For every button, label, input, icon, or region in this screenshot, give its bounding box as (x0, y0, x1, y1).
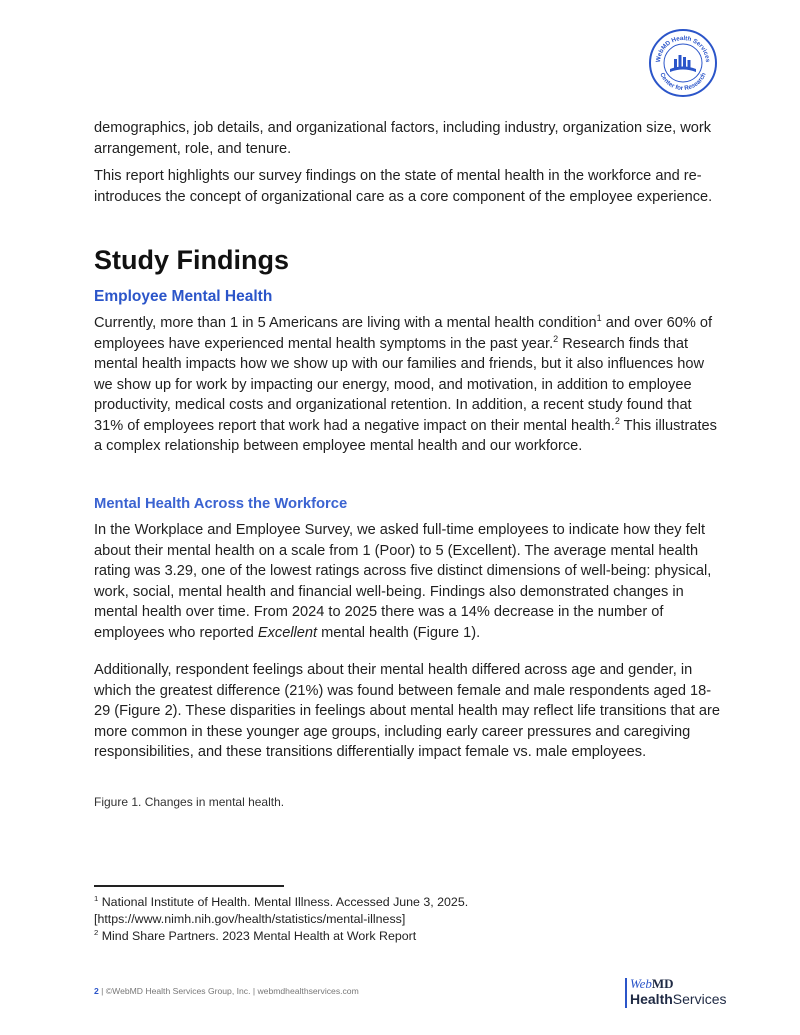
webmd-health-services-logo: WebMD HealthServices (625, 976, 735, 1010)
footnote-ref-2b: 2 (614, 415, 620, 426)
employee-mental-health-paragraph: Currently, more than 1 in 5 Americans are living with a mental health condition$^1$ and over 60% of employees have experienced mental health symptoms in the past year.$^2$ Research finds that mental health impacts how we show up with our families and friends, but it also influences how we show up for work by impacting our energy, mood, and motivation, in addition to employee productivity, medical costs and organizational retention. In addition, a recent study found that 31% of employees report that work had a negative impact on their mental health.$^2$ This illustrates a complex relationship between employee mental health and our workforce. (94, 313, 717, 454)
section-heading-study-findings: Study Findings (94, 245, 289, 275)
logo-accent-bar (625, 978, 627, 1008)
report-overview-paragraph: This report highlights our survey findings on the state of mental health in the workforce and re-introduces the concept of organizational care as a core component of the employee experience. (94, 168, 713, 205)
footnote-divider (94, 885, 284, 887)
subsection-title-mental-health-workforce: Mental Health Across the Workforce (94, 496, 348, 512)
figure-1-caption: Figure 1. Changes in mental health. (94, 795, 285, 809)
center-for-research-seal (648, 28, 718, 98)
survey-findings-paragraph: In the Workplace and Employee Survey, we asked full-time employees to indicate how they felt about their mental health on a scale from 1 (Poor) to 5 (Excellent). The average mental health rating was 3.29, one of the lowest ratings across five distinct dimensions of well-being: physical, work, social, mental health and financial well-being. Findings also demonstrated changes in mental health over time. From 2024 to 2025 there was a 14% decrease in the number of employees who reported Excellent mental health (Figure 1). (94, 522, 712, 641)
intro-paragraph-continued: demographics, job details, and organizational factors, including industry, organization size, work arrangement, role, and tenure. (94, 120, 712, 157)
page-footer (94, 986, 359, 996)
footnote-1: $^1$ National Institute of Health. Mental Illness. Accessed June 3, 2025. [https://www.nimh.nih.gov/health/statistics/mental-illness] (94, 893, 469, 926)
footnote-ref-1: 1 (596, 313, 602, 324)
footnote-ref-2: 2 (553, 333, 559, 344)
seal-top-text: WebMD Health Services (654, 34, 712, 63)
footnote-2: $^2$ Mind Share Partners. 2023 Mental Health at Work Report (94, 927, 417, 943)
subsection-title-employee-mental-health: Employee Mental Health (94, 288, 273, 305)
page-number: 2 (94, 986, 99, 996)
seal-bottom-text: Center for Research (658, 71, 708, 93)
footer-copyright: | ©WebMD Health Services Group, Inc. | webmdhealthservices.com (98, 986, 359, 996)
age-gender-differences-paragraph: Additionally, respondent feelings about their mental health differed across age and gender, in which the greatest difference (21%) was found between female and male respondents aged 18-29 (Figure 2). These disparities in feelings about mental health may reflect life transitions that are more common in these younger age groups, including early career pressures and caregiving responsibilities, and these transitions differentially impact female vs. male employees. (94, 662, 720, 760)
footnotes (94, 894, 724, 945)
